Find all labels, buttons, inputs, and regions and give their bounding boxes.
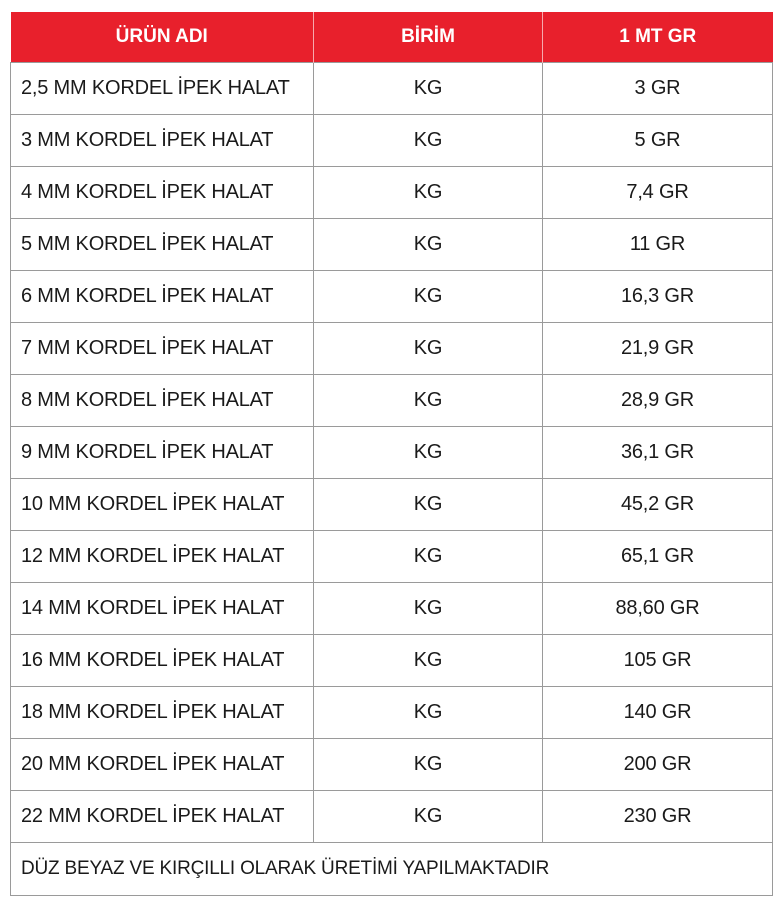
footer-row [11,843,773,896]
product-name-cell: 14 MM KORDEL İPEK HALAT [11,583,314,635]
unit-cell: KG [314,479,543,531]
table-row [11,687,773,739]
product-name-cell: 3 MM KORDEL İPEK HALAT [11,115,314,167]
product-name-cell: 7 MM KORDEL İPEK HALAT [11,323,314,375]
weight-cell: 5 GR [543,115,773,167]
weight-cell: 16,3 GR [543,271,773,323]
weight-cell: 140 GR [543,687,773,739]
unit-cell: KG [314,375,543,427]
product-name-cell: 2,5 MM KORDEL İPEK HALAT [11,63,314,115]
table-row [11,63,773,115]
product-name-cell: 12 MM KORDEL İPEK HALAT [11,531,314,583]
table-row [11,115,773,167]
product-name-cell: 4 MM KORDEL İPEK HALAT [11,167,314,219]
product-name-cell: 16 MM KORDEL İPEK HALAT [11,635,314,687]
unit-cell: KG [314,219,543,271]
table-footer [11,843,773,896]
header-unit: BİRİM [314,12,543,63]
weight-cell: 88,60 GR [543,583,773,635]
table-row [11,167,773,219]
product-table [10,12,773,896]
unit-cell: KG [314,427,543,479]
table-row [11,427,773,479]
table-body [11,63,773,843]
table-row [11,635,773,687]
unit-cell: KG [314,531,543,583]
unit-cell: KG [314,739,543,791]
header-row [11,12,773,63]
table-row [11,531,773,583]
weight-cell: 45,2 GR [543,479,773,531]
unit-cell: KG [314,791,543,843]
table-row [11,583,773,635]
production-note: DÜZ BEYAZ VE KIRÇILLI OLARAK ÜRETİMİ YAPILMAKTADIR [11,843,773,896]
table-row [11,739,773,791]
product-name-cell: 10 MM KORDEL İPEK HALAT [11,479,314,531]
unit-cell: KG [314,271,543,323]
table-row [11,219,773,271]
table-header [11,12,773,63]
weight-cell: 230 GR [543,791,773,843]
product-name-cell: 9 MM KORDEL İPEK HALAT [11,427,314,479]
unit-cell: KG [314,635,543,687]
product-name-cell: 5 MM KORDEL İPEK HALAT [11,219,314,271]
product-name-cell: 6 MM KORDEL İPEK HALAT [11,271,314,323]
table-row [11,323,773,375]
unit-cell: KG [314,167,543,219]
table-row [11,375,773,427]
weight-cell: 105 GR [543,635,773,687]
table-row [11,479,773,531]
weight-cell: 21,9 GR [543,323,773,375]
product-name-cell: 18 MM KORDEL İPEK HALAT [11,687,314,739]
unit-cell: KG [314,63,543,115]
unit-cell: KG [314,687,543,739]
weight-cell: 3 GR [543,63,773,115]
weight-cell: 11 GR [543,219,773,271]
product-name-cell: 22 MM KORDEL İPEK HALAT [11,791,314,843]
product-name-cell: 20 MM KORDEL İPEK HALAT [11,739,314,791]
product-name-cell: 8 MM KORDEL İPEK HALAT [11,375,314,427]
weight-cell: 28,9 GR [543,375,773,427]
unit-cell: KG [314,323,543,375]
table-row [11,271,773,323]
header-weight-per-meter: 1 MT GR [543,12,773,63]
weight-cell: 7,4 GR [543,167,773,219]
weight-cell: 65,1 GR [543,531,773,583]
unit-cell: KG [314,115,543,167]
weight-cell: 36,1 GR [543,427,773,479]
weight-cell: 200 GR [543,739,773,791]
header-product-name: ÜRÜN ADI [11,12,314,63]
table-row [11,791,773,843]
unit-cell: KG [314,583,543,635]
